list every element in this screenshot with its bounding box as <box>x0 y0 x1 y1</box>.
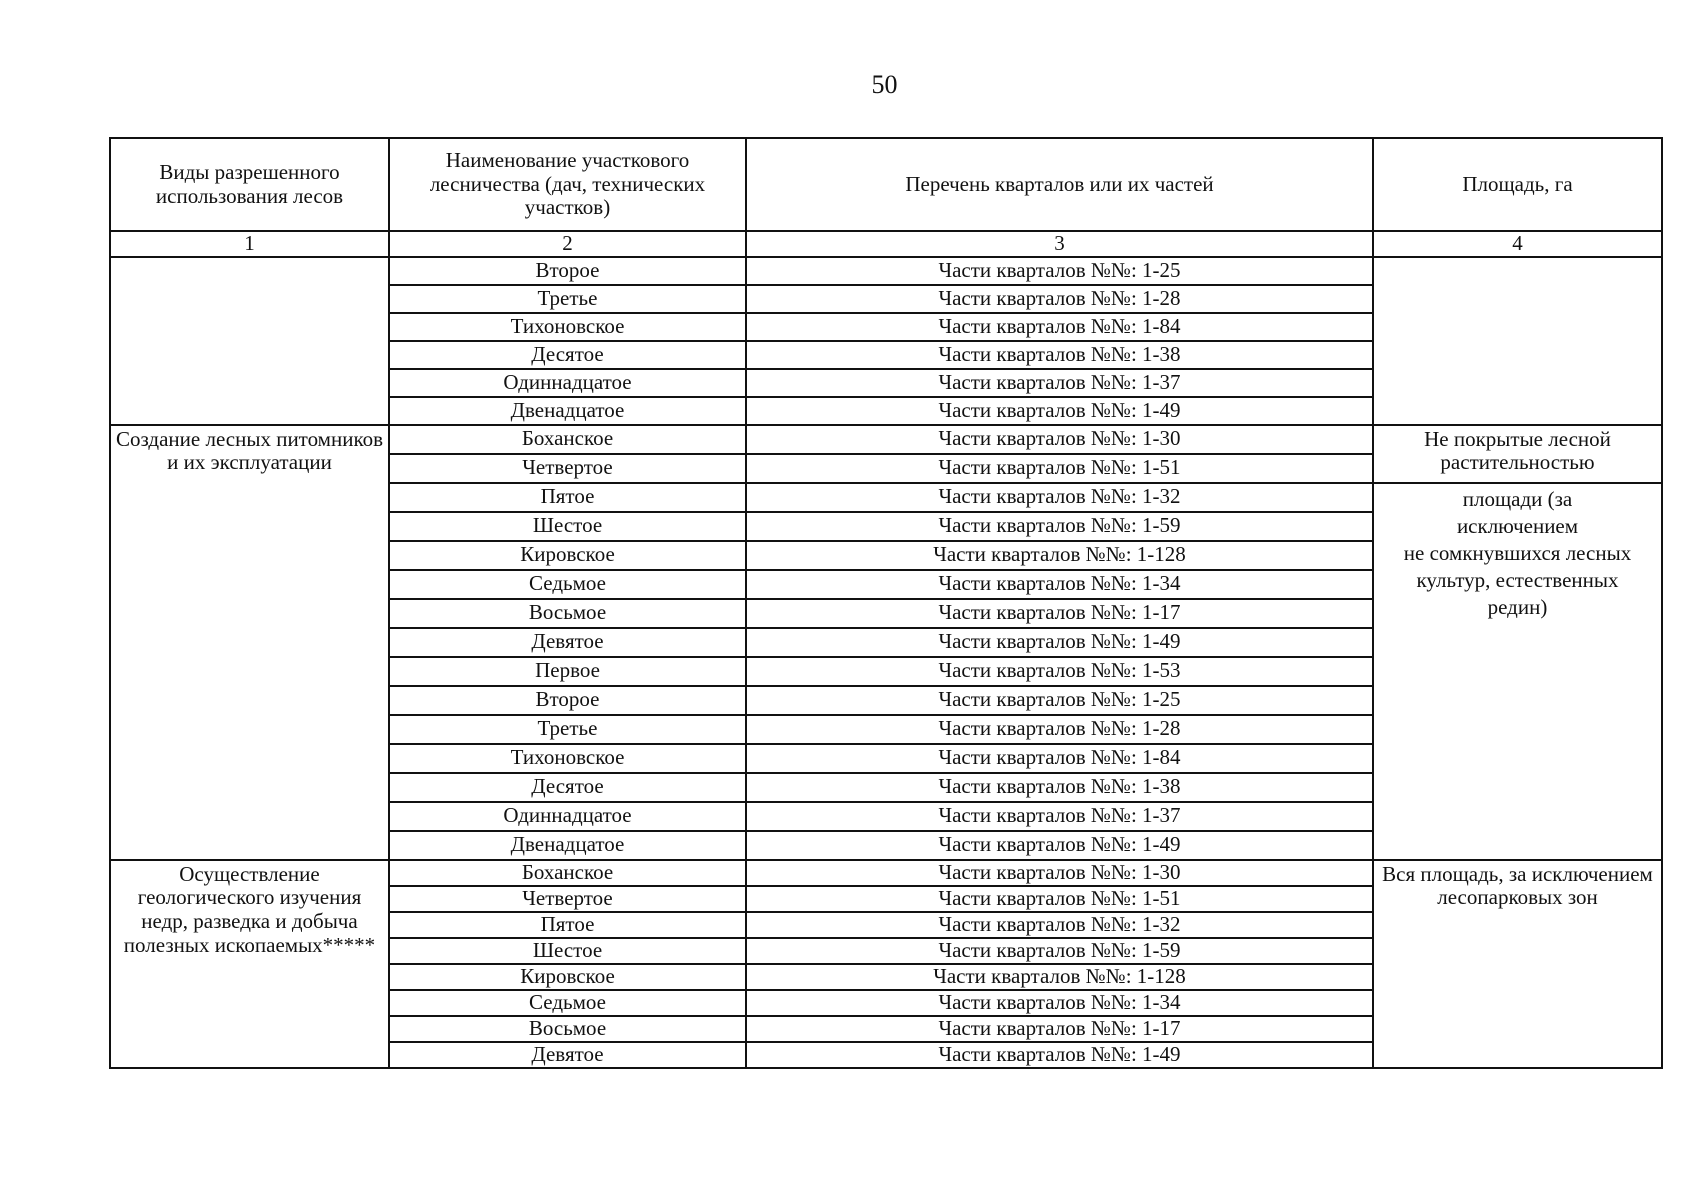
forestry-name: Третье <box>389 715 746 744</box>
table-row <box>110 257 1662 285</box>
table-row <box>110 860 1662 886</box>
quarters-list: Части кварталов №№: 1-51 <box>746 886 1373 912</box>
forestry-name: Пятое <box>389 912 746 938</box>
quarters-list: Части кварталов №№: 1-38 <box>746 341 1373 369</box>
forestry-name: Восьмое <box>389 1016 746 1042</box>
forestry-name: Тихоновское <box>389 313 746 341</box>
quarters-list: Части кварталов №№: 1-49 <box>746 628 1373 657</box>
area-cell <box>1373 483 1662 860</box>
forestry-name: Боханское <box>389 860 746 886</box>
quarters-list: Части кварталов №№: 1-49 <box>746 397 1373 425</box>
quarters-list: Части кварталов №№: 1-25 <box>746 257 1373 285</box>
forestry-name: Второе <box>389 257 746 285</box>
forestry-name: Первое <box>389 657 746 686</box>
use-type-cell: Осуществление геологического изучения недр, разведка и добыча полезных ископаемых***** <box>110 860 389 1068</box>
quarters-list: Части кварталов №№: 1-59 <box>746 512 1373 541</box>
quarters-list: Части кварталов №№: 1-84 <box>746 313 1373 341</box>
quarters-list: Части кварталов №№: 1-32 <box>746 483 1373 512</box>
forestry-name: Седьмое <box>389 990 746 1016</box>
forestry-name: Второе <box>389 686 746 715</box>
area-text-line: исключением <box>1456 513 1579 538</box>
quarters-list: Части кварталов №№: 1-37 <box>746 802 1373 831</box>
forestry-name: Девятое <box>389 628 746 657</box>
area-cell: Не покрытые лесной растительностью <box>1373 425 1662 483</box>
quarters-list: Части кварталов №№: 1-49 <box>746 831 1373 860</box>
column-number: 4 <box>1373 231 1662 257</box>
quarters-list: Части кварталов №№: 1-34 <box>746 570 1373 599</box>
forestry-name: Тихоновское <box>389 744 746 773</box>
column-number-row <box>110 231 1662 257</box>
forestry-name: Кировское <box>389 964 746 990</box>
area-text-line: не сомкнувшихся лесных <box>1403 540 1632 565</box>
forestry-name: Кировское <box>389 541 746 570</box>
forestry-name: Одиннадцатое <box>389 369 746 397</box>
quarters-list: Части кварталов №№: 1-38 <box>746 773 1373 802</box>
forestry-name: Девятое <box>389 1042 746 1068</box>
forestry-name: Седьмое <box>389 570 746 599</box>
quarters-list: Части кварталов №№: 1-30 <box>746 425 1373 454</box>
use-type-cell <box>110 257 389 425</box>
area-cell: Вся площадь, за исключением лесопарковых зон <box>1373 860 1662 1068</box>
quarters-list: Части кварталов №№: 1-84 <box>746 744 1373 773</box>
forestry-name: Двенадцатое <box>389 831 746 860</box>
table-row <box>110 425 1662 454</box>
forestry-name: Десятое <box>389 341 746 369</box>
header-row <box>110 138 1662 231</box>
quarters-list: Части кварталов №№: 1-59 <box>746 938 1373 964</box>
column-number: 3 <box>746 231 1373 257</box>
quarters-list: Части кварталов №№: 1-17 <box>746 1016 1373 1042</box>
forestry-name: Восьмое <box>389 599 746 628</box>
area-text-line: редин) <box>1487 594 1548 619</box>
forestry-name: Шестое <box>389 938 746 964</box>
forestry-name: Одиннадцатое <box>389 802 746 831</box>
quarters-list: Части кварталов №№: 1-28 <box>746 285 1373 313</box>
forestry-name: Десятое <box>389 773 746 802</box>
forest-use-table <box>109 137 1663 1069</box>
header-use-types: Виды разрешенного использования лесов <box>110 138 389 231</box>
forestry-name: Двенадцатое <box>389 397 746 425</box>
area-text-line: площади (за <box>1462 486 1573 511</box>
forestry-name: Шестое <box>389 512 746 541</box>
column-number: 2 <box>389 231 746 257</box>
area-cell <box>1373 257 1662 425</box>
forestry-name: Боханское <box>389 425 746 454</box>
quarters-list: Части кварталов №№: 1-30 <box>746 860 1373 886</box>
header-area: Площадь, га <box>1373 138 1662 231</box>
quarters-list: Части кварталов №№: 1-17 <box>746 599 1373 628</box>
header-quarters-list: Перечень кварталов или их частей <box>746 138 1373 231</box>
quarters-list: Части кварталов №№: 1-25 <box>746 686 1373 715</box>
area-text-line: культур, естественных <box>1416 567 1619 592</box>
quarters-list: Части кварталов №№: 1-34 <box>746 990 1373 1016</box>
quarters-list: Части кварталов №№: 1-32 <box>746 912 1373 938</box>
forestry-name: Четвертое <box>389 886 746 912</box>
column-number: 1 <box>110 231 389 257</box>
quarters-list: Части кварталов №№: 1-128 <box>746 964 1373 990</box>
quarters-list: Части кварталов №№: 1-37 <box>746 369 1373 397</box>
use-type-cell: Создание лесных питомников и их эксплуатации <box>110 425 389 860</box>
quarters-list: Части кварталов №№: 1-51 <box>746 454 1373 483</box>
forestry-name: Четвертое <box>389 454 746 483</box>
quarters-list: Части кварталов №№: 1-28 <box>746 715 1373 744</box>
forestry-name: Третье <box>389 285 746 313</box>
forestry-name: Пятое <box>389 483 746 512</box>
header-forestry-name: Наименование участкового лесничества (дач, технических участков) <box>389 138 746 231</box>
quarters-list: Части кварталов №№: 1-128 <box>746 541 1373 570</box>
quarters-list: Части кварталов №№: 1-49 <box>746 1042 1373 1068</box>
quarters-list: Части кварталов №№: 1-53 <box>746 657 1373 686</box>
page-number: 50 <box>871 70 898 99</box>
